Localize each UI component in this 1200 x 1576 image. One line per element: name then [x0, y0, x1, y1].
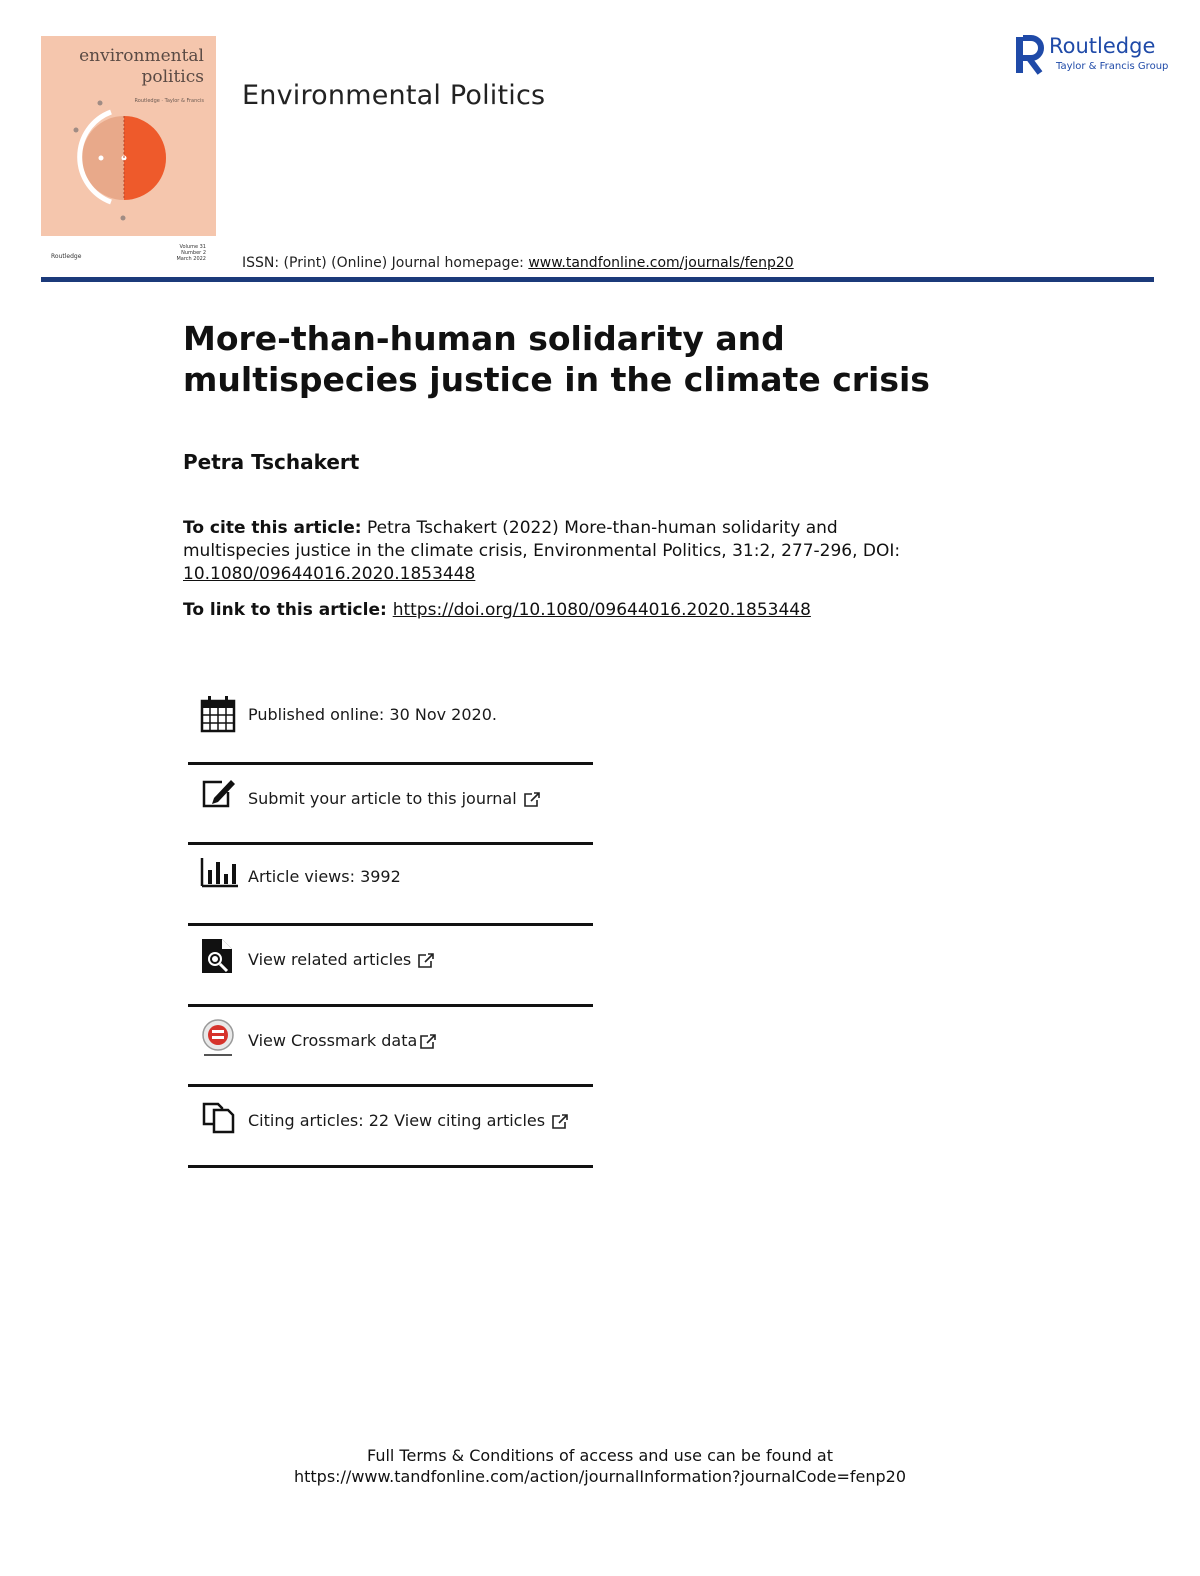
article-views-text: Article views: 3992 — [248, 867, 401, 886]
routledge-logo-icon — [1014, 35, 1044, 75]
crossmark-icon — [200, 1018, 236, 1058]
edit-icon — [200, 776, 238, 810]
journal-name: Environmental Politics — [242, 80, 546, 111]
external-link-icon — [417, 952, 435, 969]
divider — [188, 842, 593, 845]
cover-publisher: Routledge — [51, 253, 82, 260]
terms-text: Full Terms & Conditions of access and use can be found at — [366, 1446, 834, 1465]
terms-footer — [0, 1445, 1200, 1487]
divider — [188, 762, 593, 765]
related-articles-link[interactable]: View related articles — [248, 950, 435, 969]
article-link-block — [183, 600, 811, 620]
divider — [188, 1165, 593, 1168]
cover-volume: Volume 31 Number 2 March 2022 — [176, 244, 206, 262]
crossmark-link[interactable]: View Crossmark data — [248, 1031, 437, 1050]
calendar-icon — [200, 694, 236, 734]
issn-text: ISSN: (Print) (Online) Journal homepage: — [242, 255, 529, 271]
publisher-logo-tagline: Taylor & Francis Group — [1056, 61, 1169, 72]
terms-url-link[interactable]: https://www.tandfonline.com/action/journalInformation?journalCode=fenp20 — [293, 1467, 907, 1486]
divider — [188, 1084, 593, 1087]
article-url-link[interactable]: https://doi.org/10.1080/09644016.2020.1853448 — [392, 600, 811, 620]
external-link-icon — [419, 1033, 437, 1050]
divider — [188, 923, 593, 926]
cover-subtitle: Routledge · Taylor & Francis — [134, 98, 204, 104]
journal-cover-thumbnail — [41, 36, 216, 266]
cite-label: To cite this article: — [183, 518, 362, 538]
link-label: To link to this article: — [183, 600, 393, 620]
external-link-icon — [523, 791, 541, 808]
divider — [188, 1004, 593, 1007]
cover-artwork — [41, 36, 216, 236]
article-title: More-than-human solidarity and multispecies justice in the climate crisis — [183, 319, 930, 399]
citing-articles-link[interactable]: Citing articles: 22 View citing articles — [248, 1111, 569, 1130]
header-rule — [41, 277, 1154, 282]
citation-block — [183, 517, 943, 586]
citing-documents-icon — [200, 1098, 238, 1136]
publisher-logo-name: Routledge — [1049, 34, 1156, 58]
bar-chart-icon — [200, 856, 240, 890]
published-online-text: Published online: 30 Nov 2020. — [248, 705, 497, 724]
doi-link[interactable]: 10.1080/09644016.2020.1853448 — [183, 564, 476, 584]
cover-title: environmental politics — [79, 46, 204, 87]
issn-line — [242, 255, 794, 271]
document-search-icon — [200, 937, 234, 975]
journal-homepage-link[interactable]: www.tandfonline.com/journals/fenp20 — [528, 255, 794, 271]
article-author: Petra Tschakert — [183, 450, 360, 474]
submit-article-link[interactable]: Submit your article to this journal — [248, 789, 541, 808]
external-link-icon — [551, 1113, 569, 1130]
cite-text: Petra Tschakert (2022) More-than-human solidarity and multispecies justice in the climate crisis, Environmental Politics, 31:2, 277-296, DOI: — [183, 518, 901, 561]
cover-footer — [41, 236, 216, 266]
